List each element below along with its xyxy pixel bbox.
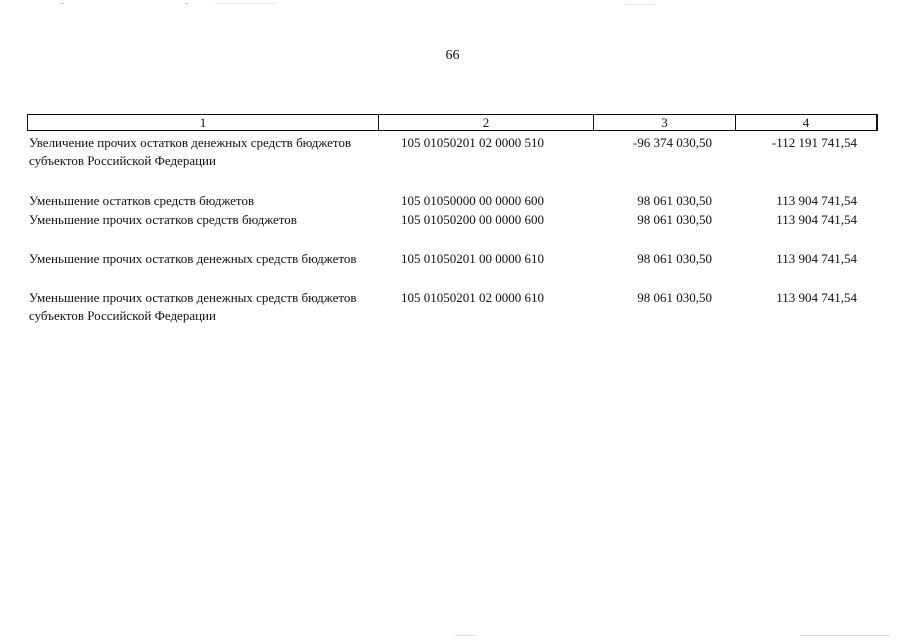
row-value-col3: -96 374 030,50	[632, 135, 712, 150]
table-header-col-3: 3	[593, 115, 735, 130]
row-value-col3: 98 061 030,50	[637, 290, 712, 305]
row-code: 105 01050201 00 0000 610	[401, 251, 544, 266]
row-name: Уменьшение остатков средств бюджетов	[29, 193, 255, 208]
row-value-col4: 113 904 741,54	[776, 251, 857, 266]
row-name: Уменьшение прочих остатков денежных средств бюджетов	[29, 251, 357, 266]
scan-speck	[455, 635, 475, 636]
table-header-col-4: 4	[735, 115, 876, 130]
row-code: 105 01050000 00 0000 600	[401, 193, 544, 208]
scan-speck	[60, 3, 64, 4]
row-value-col4: 113 904 741,54	[776, 193, 857, 208]
scan-speck	[800, 635, 890, 636]
row-value-col4: 113 904 741,54	[776, 290, 857, 305]
row-code: 105 01050200 00 0000 600	[401, 212, 544, 227]
row-value-col4: 113 904 741,54	[776, 212, 857, 227]
row-name: Уменьшение прочих остатков средств бюджетов	[29, 212, 297, 227]
scan-speck	[215, 3, 275, 4]
scan-speck	[625, 4, 655, 5]
table-header-col-1: 1	[199, 115, 207, 130]
row-value-col3: 98 061 030,50	[637, 251, 712, 266]
row-name: Уменьшение прочих остатков денежных средств бюджетов субъектов Российской Федерации	[29, 290, 357, 323]
row-value-col4: -112 191 741,54	[771, 135, 857, 150]
table-header-col-2: 2	[378, 115, 593, 130]
row-value-col3: 98 061 030,50	[637, 193, 712, 208]
row-value-col3: 98 061 030,50	[637, 212, 712, 227]
scan-speck	[185, 3, 188, 4]
row-name: Увеличение прочих остатков денежных средств бюджетов субъектов Российской Федерации	[29, 135, 352, 168]
page-number: 66	[445, 48, 460, 63]
table-header-row	[27, 114, 878, 131]
row-code: 105 01050201 02 0000 510	[401, 135, 544, 150]
row-code: 105 01050201 02 0000 610	[401, 290, 544, 305]
